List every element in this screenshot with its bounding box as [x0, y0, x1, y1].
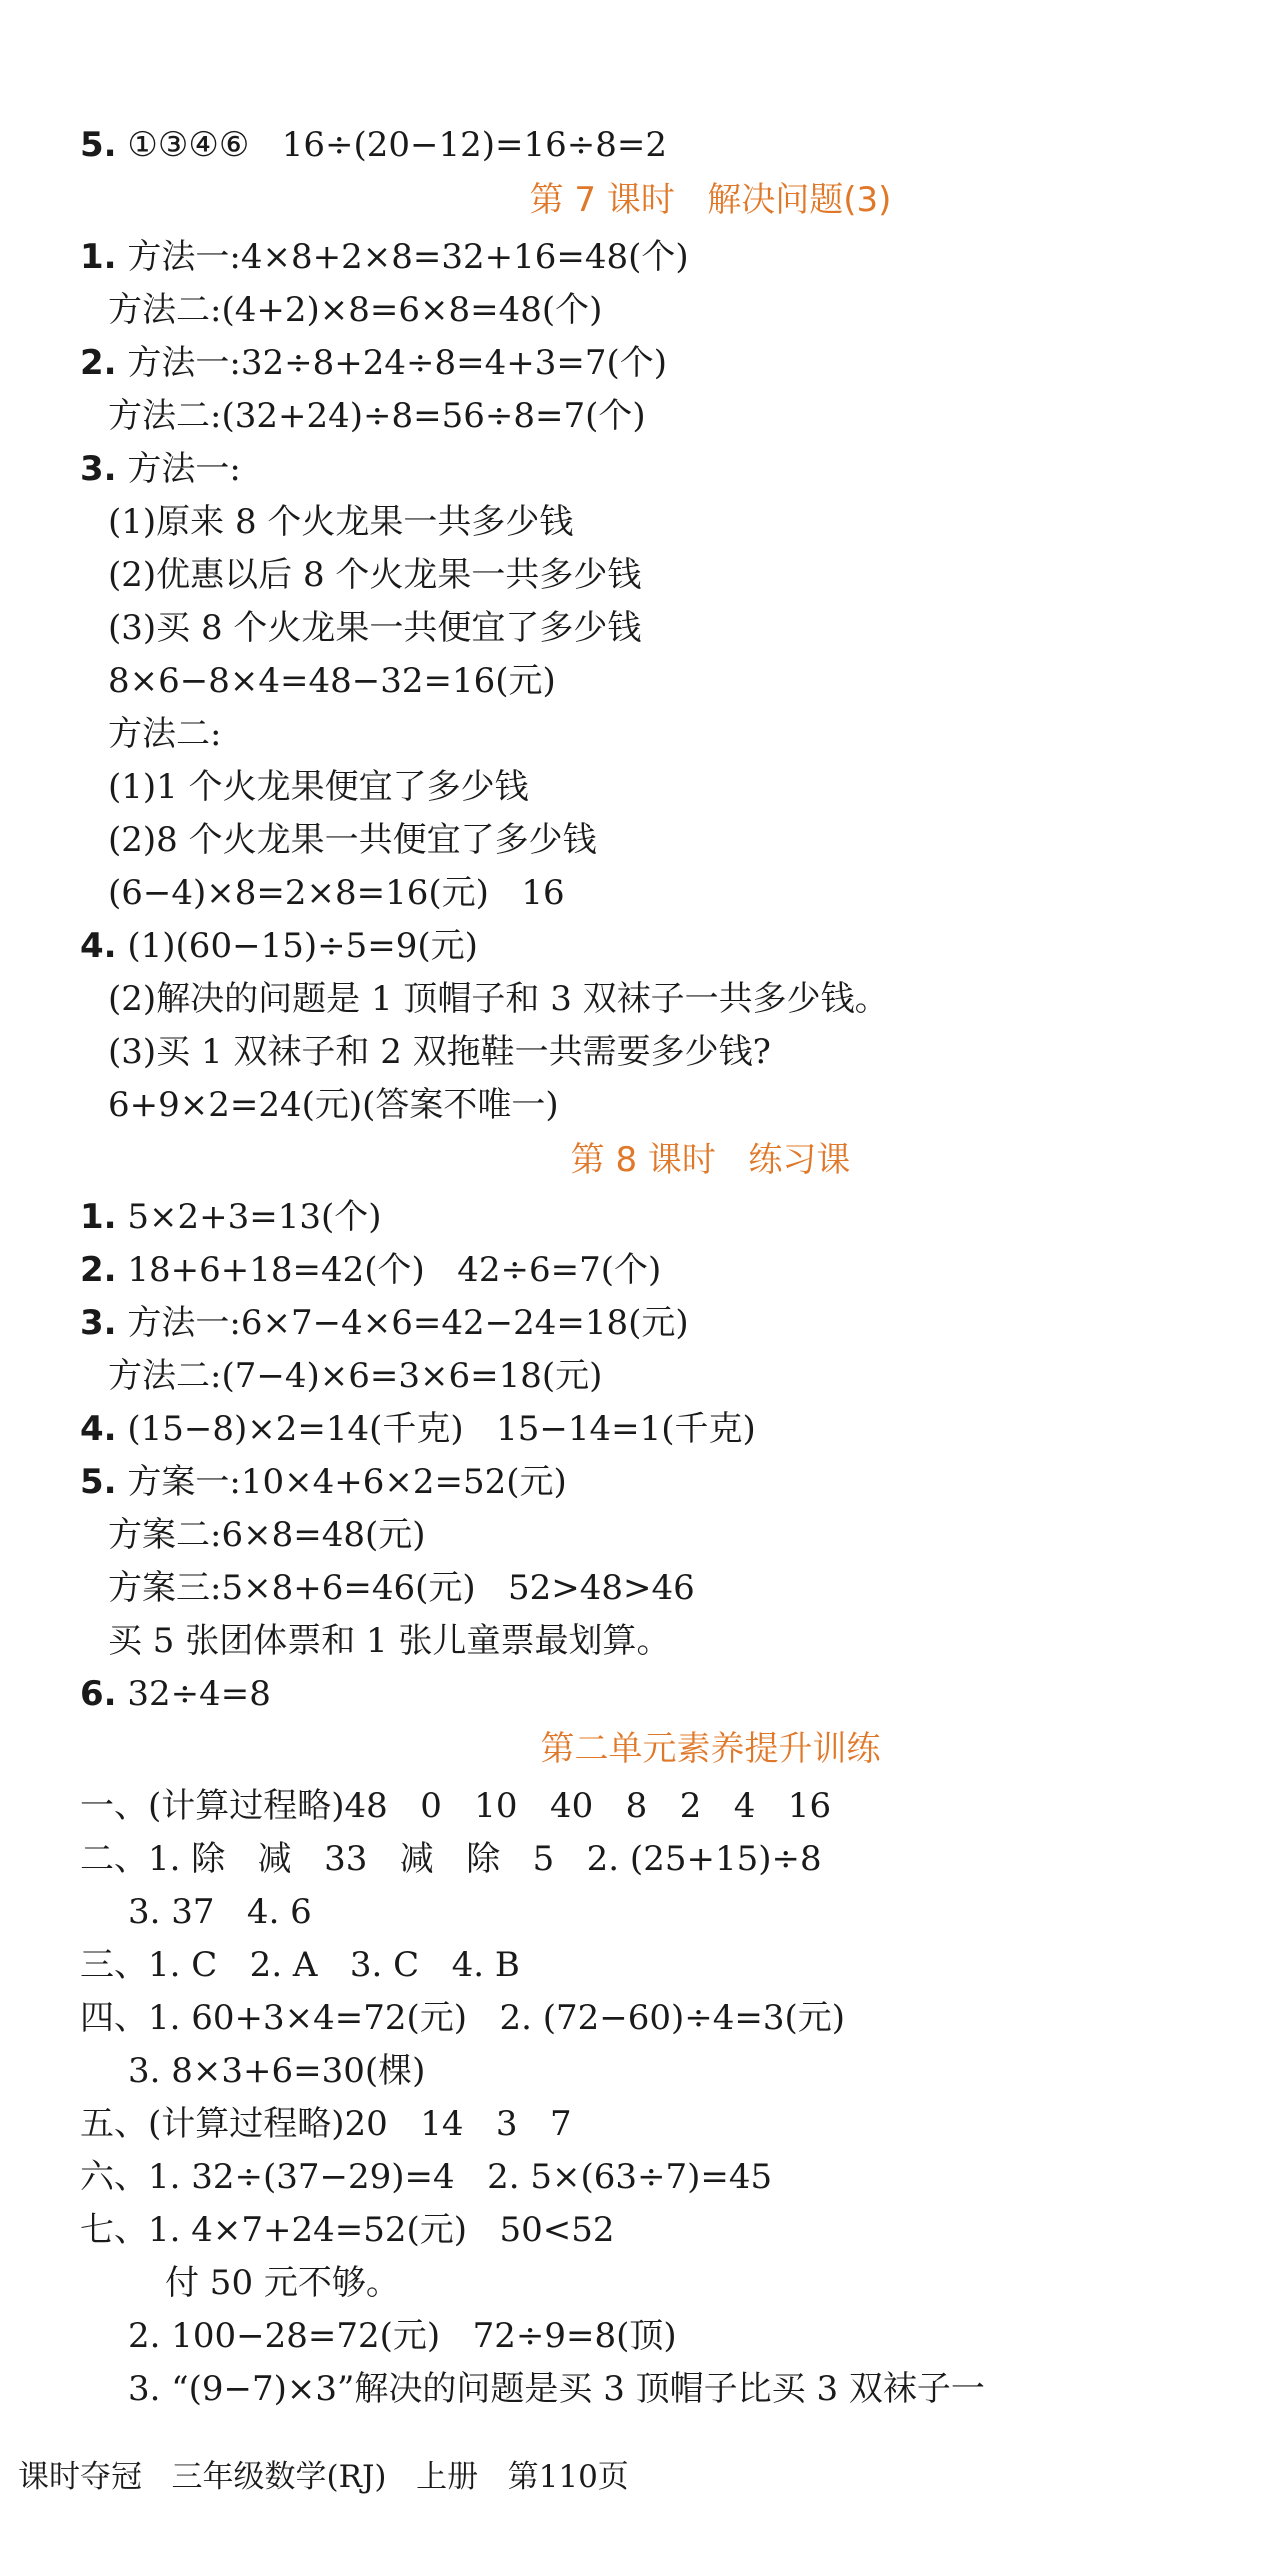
- answer-line: 8×6−8×4=48−32=16(元): [108, 661, 556, 701]
- answer-line: 1. 5×2+3=13(个): [80, 1197, 382, 1237]
- answer-line: 方法二:: [108, 714, 222, 754]
- page-footer: 课时夺冠 三年级数学(RJ) 上册 第110页: [18, 2459, 629, 2495]
- answer-line: 五、(计算过程略)20 14 3 7: [80, 2104, 572, 2144]
- answer-line: 方案三:5×8+6=46(元) 52>48>46: [108, 1568, 695, 1608]
- answer-line: 四、1. 60+3×4=72(元) 2. (72−60)÷4=3(元): [80, 1998, 846, 2038]
- answer-line: 2. 18+6+18=42(个) 42÷6=7(个): [80, 1250, 662, 1290]
- answer-line: 方法二:(7−4)×6=3×6=18(元): [108, 1356, 603, 1396]
- section-heading: 第 8 课时 练习课: [570, 1140, 851, 1180]
- answer-line: 买 5 张团体票和 1 张儿童票最划算。: [108, 1621, 671, 1661]
- answer-line: 七、1. 4×7+24=52(元) 50<52: [80, 2210, 615, 2250]
- answer-line: 6. 32÷4=8: [80, 1674, 271, 1714]
- answer-line: 5. ①③④⑥ 16÷(20−12)=16÷8=2: [80, 125, 668, 165]
- answer-line: (6−4)×8=2×8=16(元) 16: [108, 873, 565, 913]
- answer-line: (2)8 个火龙果一共便宜了多少钱: [108, 820, 597, 860]
- answer-line: (3)买 8 个火龙果一共便宜了多少钱: [108, 608, 642, 648]
- answer-line: 4. (15−8)×2=14(千克) 15−14=1(千克): [80, 1409, 756, 1449]
- answer-line: 三、1. C 2. A 3. C 4. B: [80, 1945, 520, 1985]
- answer-line: 6+9×2=24(元)(答案不唯一): [108, 1085, 559, 1125]
- answer-line: 六、1. 32÷(37−29)=4 2. 5×(63÷7)=45: [80, 2157, 773, 2197]
- answer-line: 5. 方案一:10×4+6×2=52(元): [80, 1462, 567, 1502]
- answer-line: 一、(计算过程略)48 0 10 40 8 2 4 16: [80, 1786, 832, 1826]
- answer-line: (2)解决的问题是 1 顶帽子和 3 双袜子一共多少钱。: [108, 979, 889, 1019]
- section-heading: 第二单元素养提升训练: [540, 1729, 881, 1769]
- answer-line: 4. (1)(60−15)÷5=9(元): [80, 926, 478, 966]
- answer-line: 3. 8×3+6=30(棵): [128, 2051, 426, 2091]
- answer-line: 方案二:6×8=48(元): [108, 1515, 426, 1555]
- answer-line: 3. 方法一:: [80, 449, 241, 489]
- answer-line: 付 50 元不够。: [165, 2263, 400, 2303]
- answer-line: 2. 100−28=72(元) 72÷9=8(顶): [128, 2316, 677, 2356]
- answer-line: (1)原来 8 个火龙果一共多少钱: [108, 502, 574, 542]
- answer-line: 1. 方法一:4×8+2×8=32+16=48(个): [80, 237, 689, 277]
- answer-line: 3. 方法一:6×7−4×6=42−24=18(元): [80, 1303, 689, 1343]
- answer-line: 二、1. 除 减 33 减 除 5 2. (25+15)÷8: [80, 1839, 822, 1879]
- answer-line: 2. 方法一:32÷8+24÷8=4+3=7(个): [80, 343, 667, 383]
- answer-line: 方法二:(4+2)×8=6×8=48(个): [108, 290, 603, 330]
- answer-line: 方法二:(32+24)÷8=56÷8=7(个): [108, 396, 646, 436]
- answer-line: (1)1 个火龙果便宜了多少钱: [108, 767, 529, 807]
- section-heading: 第 7 课时 解决问题(3): [529, 180, 892, 220]
- answer-line: 3. “(9−7)×3”解决的问题是买 3 顶帽子比买 3 双袜子一: [128, 2369, 985, 2409]
- answer-line: 3. 37 4. 6: [128, 1892, 312, 1932]
- answer-line: (2)优惠以后 8 个火龙果一共多少钱: [108, 555, 642, 595]
- answer-line: (3)买 1 双袜子和 2 双拖鞋一共需要多少钱?: [108, 1032, 771, 1072]
